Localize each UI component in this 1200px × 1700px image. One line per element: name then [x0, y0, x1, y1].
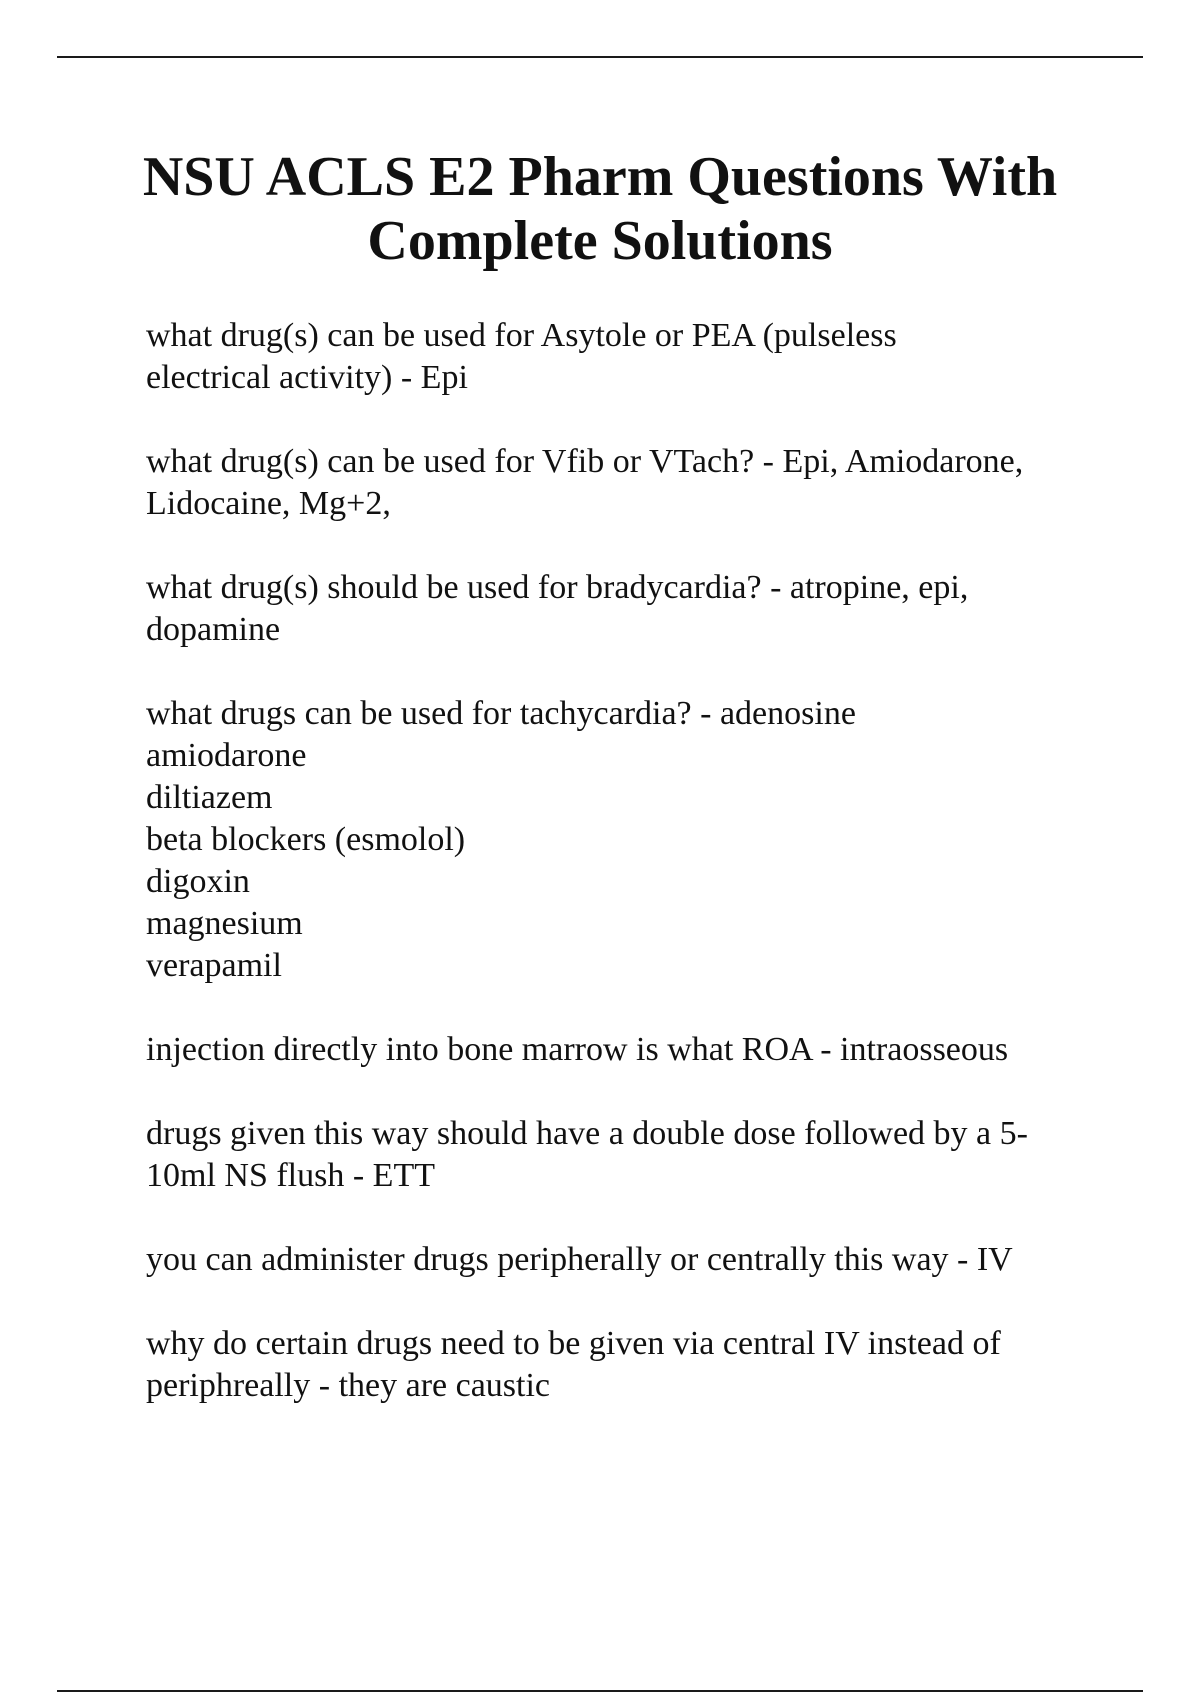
qa-line: beta blockers (esmolol)	[146, 821, 466, 858]
qa-line: what drug(s) can be used for Vfib or VTach? - Epi, Amiodarone,	[146, 443, 1024, 480]
qa-entry	[146, 315, 1106, 399]
qa-line: diltiazem	[146, 779, 273, 816]
qa-list	[146, 315, 1106, 1449]
qa-line: amiodarone	[146, 737, 307, 774]
qa-line: what drugs can be used for tachycardia? - adenosine	[146, 695, 856, 732]
qa-line: what drug(s) should be used for bradycardia? - atropine, epi,	[146, 569, 969, 606]
qa-line: why do certain drugs need to be given via central IV instead of	[146, 1325, 1001, 1362]
qa-line: verapamil	[146, 947, 282, 984]
qa-entry	[146, 441, 1106, 525]
qa-line: what drug(s) can be used for Asytole or PEA (pulseless	[146, 317, 897, 354]
qa-line: Lidocaine, Mg+2,	[146, 485, 391, 522]
qa-entry	[146, 1323, 1106, 1407]
bottom-divider	[57, 1690, 1143, 1692]
qa-line: 10ml NS flush - ETT	[146, 1157, 435, 1194]
qa-line: periphreally - they are caustic	[146, 1367, 551, 1404]
qa-line: magnesium	[146, 905, 303, 942]
qa-line: drugs given this way should have a double dose followed by a 5-	[146, 1115, 1028, 1152]
page-title	[100, 145, 1100, 273]
qa-line: injection directly into bone marrow is what ROA - intraosseous	[146, 1031, 1009, 1068]
title-line: Complete Solutions	[367, 210, 833, 272]
qa-entry	[146, 1113, 1106, 1197]
qa-entry	[146, 693, 1106, 987]
qa-line: digoxin	[146, 863, 250, 900]
top-divider	[57, 56, 1143, 58]
qa-entry	[146, 1239, 1106, 1281]
title-line: NSU ACLS E2 Pharm Questions With	[142, 146, 1058, 208]
qa-entry	[146, 1029, 1106, 1071]
qa-line: dopamine	[146, 611, 281, 648]
qa-line: electrical activity) - Epi	[146, 359, 468, 396]
qa-line: you can administer drugs peripherally or centrally this way - IV	[146, 1241, 1013, 1278]
qa-entry	[146, 567, 1106, 651]
